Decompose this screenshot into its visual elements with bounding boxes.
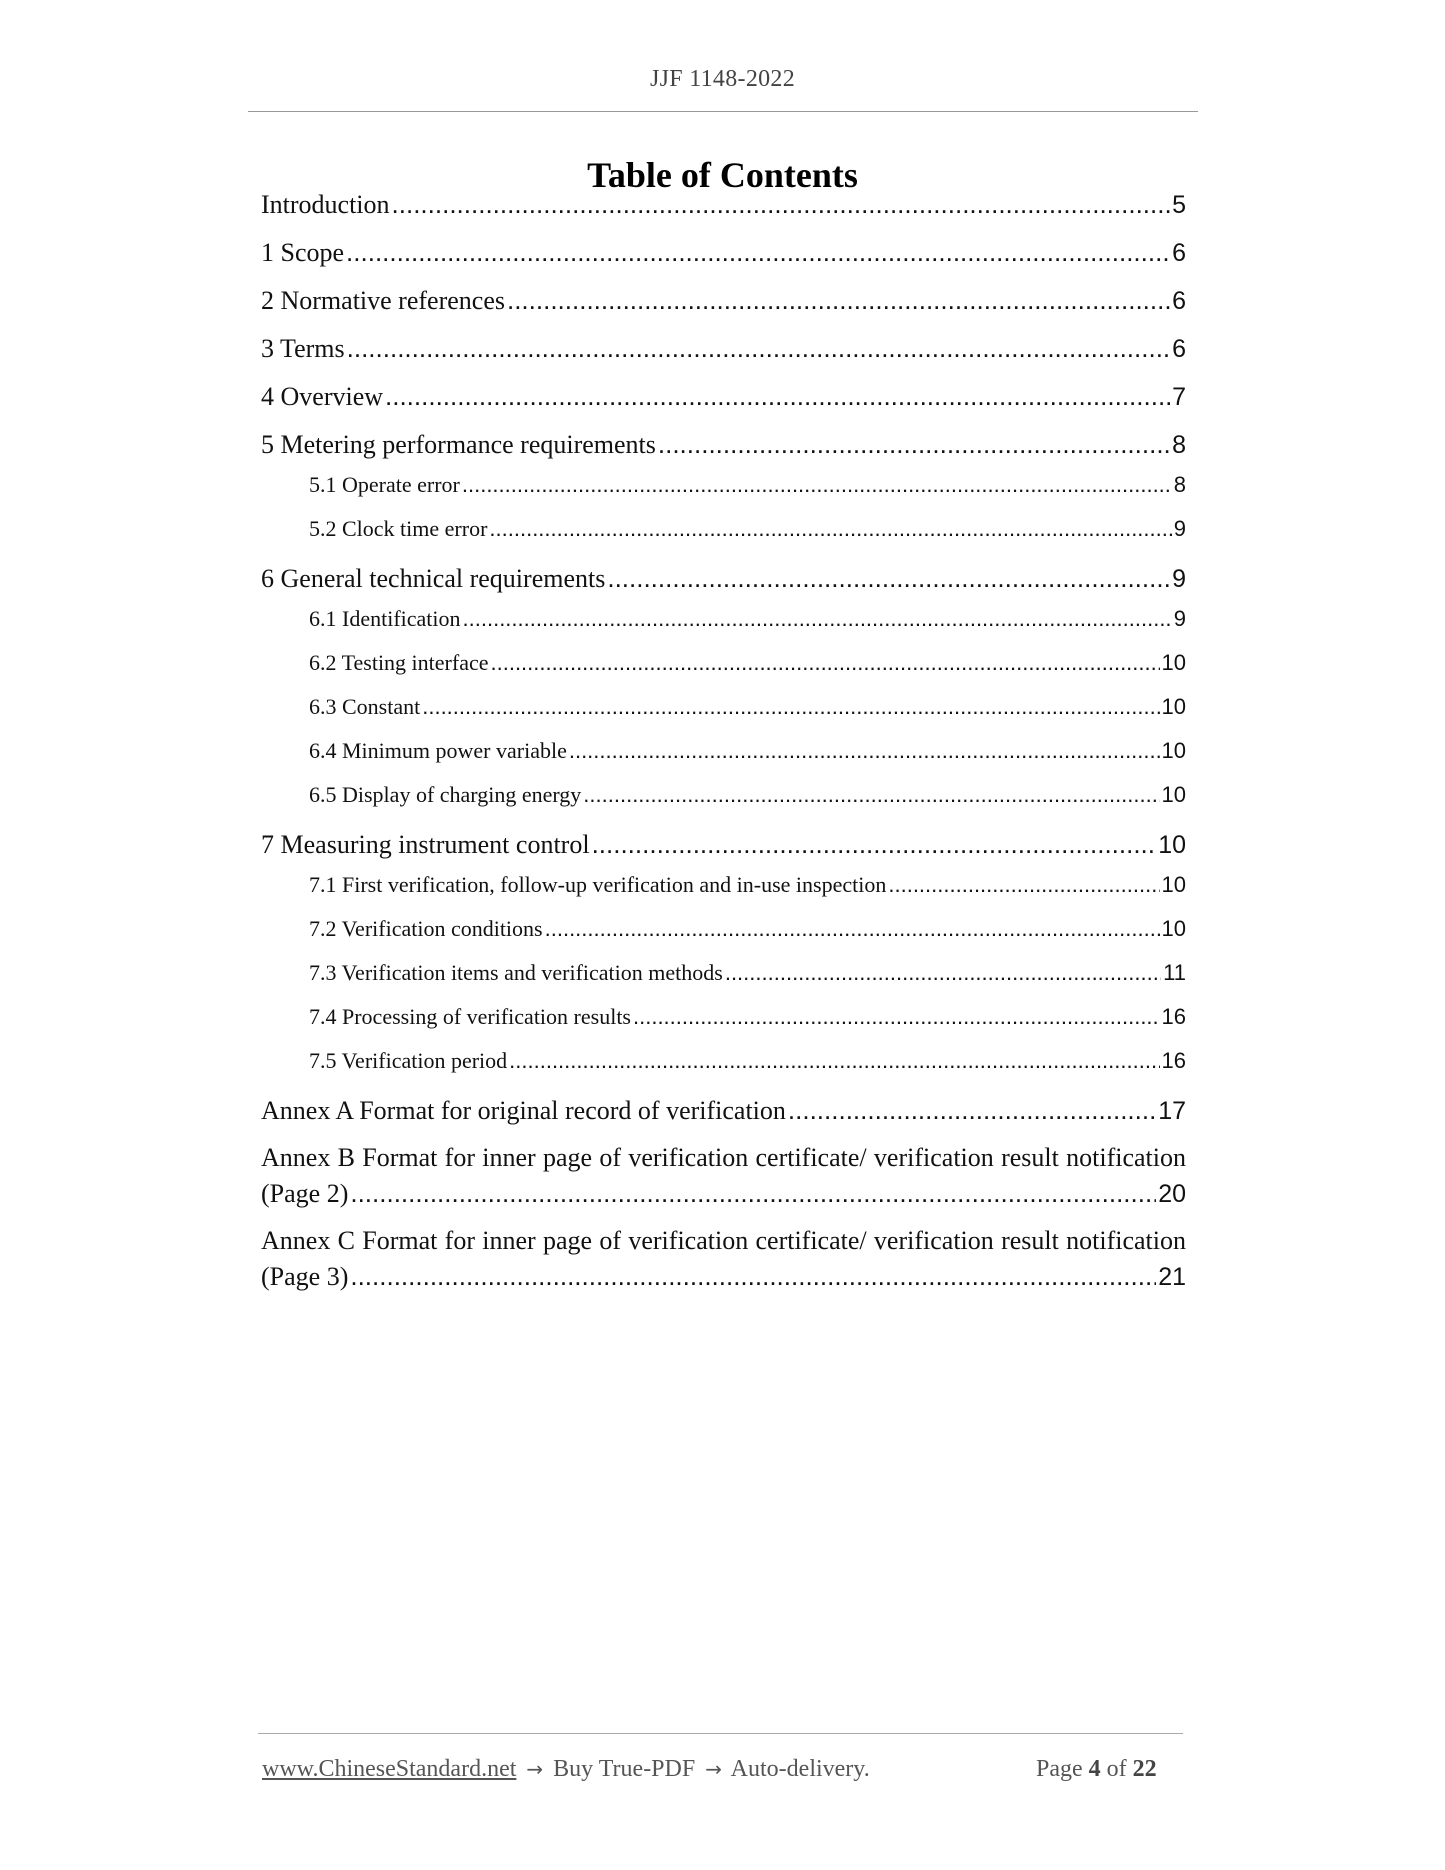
- toc-entry-display-charging[interactable]: [309, 782, 1186, 808]
- toc-entry-minimum-power[interactable]: [309, 738, 1186, 764]
- toc-page-number: 9: [1173, 606, 1186, 631]
- toc-leader: [347, 333, 1170, 364]
- toc-entry-annex-c[interactable]: [261, 1261, 1186, 1292]
- toc-entry-testing-interface[interactable]: [309, 650, 1186, 676]
- toc-page-number: 10: [1161, 872, 1186, 897]
- toc-entry-title: 6.3 Constant: [309, 694, 421, 719]
- toc-entry-identification[interactable]: [309, 606, 1186, 632]
- toc-leader: [569, 738, 1160, 764]
- toc-page-number: 10: [1161, 916, 1186, 941]
- toc-entry-title: 6.1 Identification: [309, 606, 461, 631]
- page-label: Page: [1036, 1756, 1083, 1782]
- toc-entry-title: 5 Metering performance requirements: [261, 430, 656, 459]
- toc-entry-title: (Page 2): [261, 1179, 349, 1208]
- toc-page-number: 7: [1172, 383, 1186, 411]
- page-indicator: [1036, 1756, 1157, 1783]
- toc-entry-title: Annex A Format for original record of verification: [261, 1096, 786, 1125]
- toc-page-number: 16: [1161, 1004, 1186, 1029]
- toc-page-number: 10: [1161, 650, 1186, 675]
- toc-entry-overview[interactable]: [261, 381, 1186, 412]
- total-page-number: 22: [1132, 1756, 1157, 1782]
- toc-page-number: 10: [1161, 782, 1186, 807]
- current-page-number: 4: [1088, 1756, 1101, 1782]
- toc-leader: [350, 1261, 1156, 1292]
- toc-entry-scope[interactable]: [261, 237, 1186, 268]
- toc-page-number: 10: [1161, 694, 1186, 719]
- arrow-right-icon: →: [705, 1757, 722, 1781]
- toc-entry-title: 2 Normative references: [261, 286, 505, 315]
- toc-entry-title: 5.1 Operate error: [309, 472, 460, 497]
- toc-entry-annex-c-title[interactable]: Annex C Format for inner page of verification certificate/ verification result notification: [261, 1226, 1186, 1255]
- toc-page-number: 11: [1163, 960, 1186, 985]
- toc-page-number: 9: [1173, 516, 1186, 541]
- toc-entry-verification-conditions[interactable]: [309, 916, 1186, 942]
- toc-entry-terms[interactable]: [261, 333, 1186, 364]
- toc-leader: [888, 872, 1159, 898]
- toc-entry-metering-performance[interactable]: [261, 429, 1186, 460]
- toc-entry-title: 6.4 Minimum power variable: [309, 738, 567, 763]
- toc-entry-verification-items[interactable]: [309, 960, 1186, 986]
- toc-page-number: 21: [1158, 1263, 1186, 1291]
- toc-entry-title: 7.4 Processing of verification results: [309, 1004, 631, 1029]
- toc-leader: [658, 429, 1170, 460]
- toc-leader: [583, 782, 1159, 808]
- toc-entry-title: 3 Terms: [261, 334, 345, 363]
- auto-delivery-text: Auto-delivery.: [730, 1756, 870, 1782]
- website-link[interactable]: www.ChineseStandard.net: [262, 1756, 517, 1782]
- toc-entry-processing-results[interactable]: [309, 1004, 1186, 1030]
- footer-promo: [262, 1756, 870, 1783]
- document-code: JJF 1148-2022: [649, 66, 796, 92]
- toc-entry-normative-references[interactable]: [261, 285, 1186, 316]
- toc-leader: [507, 285, 1170, 316]
- toc-page-number: 16: [1161, 1048, 1186, 1073]
- of-label: of: [1106, 1756, 1127, 1782]
- toc-entry-measuring-control[interactable]: [261, 829, 1186, 860]
- toc-leader: [788, 1095, 1156, 1126]
- toc-entry-annex-a[interactable]: [261, 1095, 1186, 1126]
- toc-entry-title: (Page 3): [261, 1262, 349, 1291]
- toc-leader: [489, 516, 1171, 542]
- toc-page-number: 6: [1172, 287, 1186, 315]
- toc-entry-constant[interactable]: [309, 694, 1186, 720]
- toc-leader: [350, 1178, 1156, 1209]
- toc-entry-clock-time-error[interactable]: [309, 516, 1186, 542]
- toc-leader: [607, 563, 1170, 594]
- toc-leader: [725, 960, 1161, 986]
- toc-leader: [545, 916, 1160, 942]
- toc-entry-title: 6.2 Testing interface: [309, 650, 489, 675]
- toc-leader: [491, 650, 1160, 676]
- toc-leader: [509, 1048, 1159, 1074]
- footer-divider: [258, 1733, 1183, 1734]
- toc-entry-title: 7.3 Verification items and verification methods: [309, 960, 723, 985]
- toc-entry-title: 7.2 Verification conditions: [309, 916, 543, 941]
- toc-leader: [463, 606, 1172, 632]
- toc-leader: [592, 829, 1157, 860]
- toc-entry-title: 6 General technical requirements: [261, 564, 606, 593]
- toc-entry-title: 7 Measuring instrument control: [261, 830, 590, 859]
- toc-page-number: 5: [1172, 191, 1186, 219]
- toc-entry-annex-b[interactable]: [261, 1178, 1186, 1209]
- toc-entry-annex-b-title[interactable]: Annex B Format for inner page of verification certificate/ verification result notification: [261, 1143, 1186, 1172]
- toc-leader: [422, 694, 1159, 720]
- toc-page-number: 9: [1172, 565, 1186, 593]
- toc-leader: [346, 237, 1170, 268]
- toc-page-number: 17: [1158, 1097, 1186, 1125]
- buy-true-pdf-text: Buy True-PDF: [553, 1756, 696, 1782]
- toc-leader: [385, 381, 1170, 412]
- toc-page-number: 20: [1158, 1180, 1186, 1208]
- arrow-right-icon: →: [526, 1757, 544, 1781]
- toc-entry-introduction[interactable]: [261, 189, 1186, 220]
- toc-entry-first-verification[interactable]: [309, 872, 1186, 898]
- toc-page-number: 10: [1161, 738, 1186, 763]
- toc-leader: [462, 472, 1172, 498]
- toc-list: [261, 0, 1186, 1870]
- toc-entry-title: 1 Scope: [261, 238, 345, 267]
- toc-leader: [633, 1004, 1160, 1030]
- toc-entry-title: 4 Overview: [261, 382, 384, 411]
- toc-entry-operate-error[interactable]: [309, 472, 1186, 498]
- toc-page-number: 10: [1158, 831, 1186, 859]
- toc-entry-title: 7.5 Verification period: [309, 1048, 508, 1073]
- toc-entry-title: 6.5 Display of charging energy: [309, 782, 582, 807]
- toc-entry-verification-period[interactable]: [309, 1048, 1186, 1074]
- toc-page-number: 8: [1173, 472, 1186, 497]
- toc-page-number: 6: [1172, 335, 1186, 363]
- toc-entry-title: Introduction: [261, 190, 390, 219]
- toc-title: Table of Contents: [587, 155, 858, 195]
- toc-page-number: 6: [1172, 239, 1186, 267]
- toc-entry-general-technical[interactable]: [261, 563, 1186, 594]
- toc-entry-title: 7.1 First verification, follow-up verification and in-use inspection: [309, 872, 887, 897]
- toc-leader: [392, 189, 1171, 220]
- toc-entry-title: 5.2 Clock time error: [309, 516, 488, 541]
- toc-page-number: 8: [1172, 431, 1186, 459]
